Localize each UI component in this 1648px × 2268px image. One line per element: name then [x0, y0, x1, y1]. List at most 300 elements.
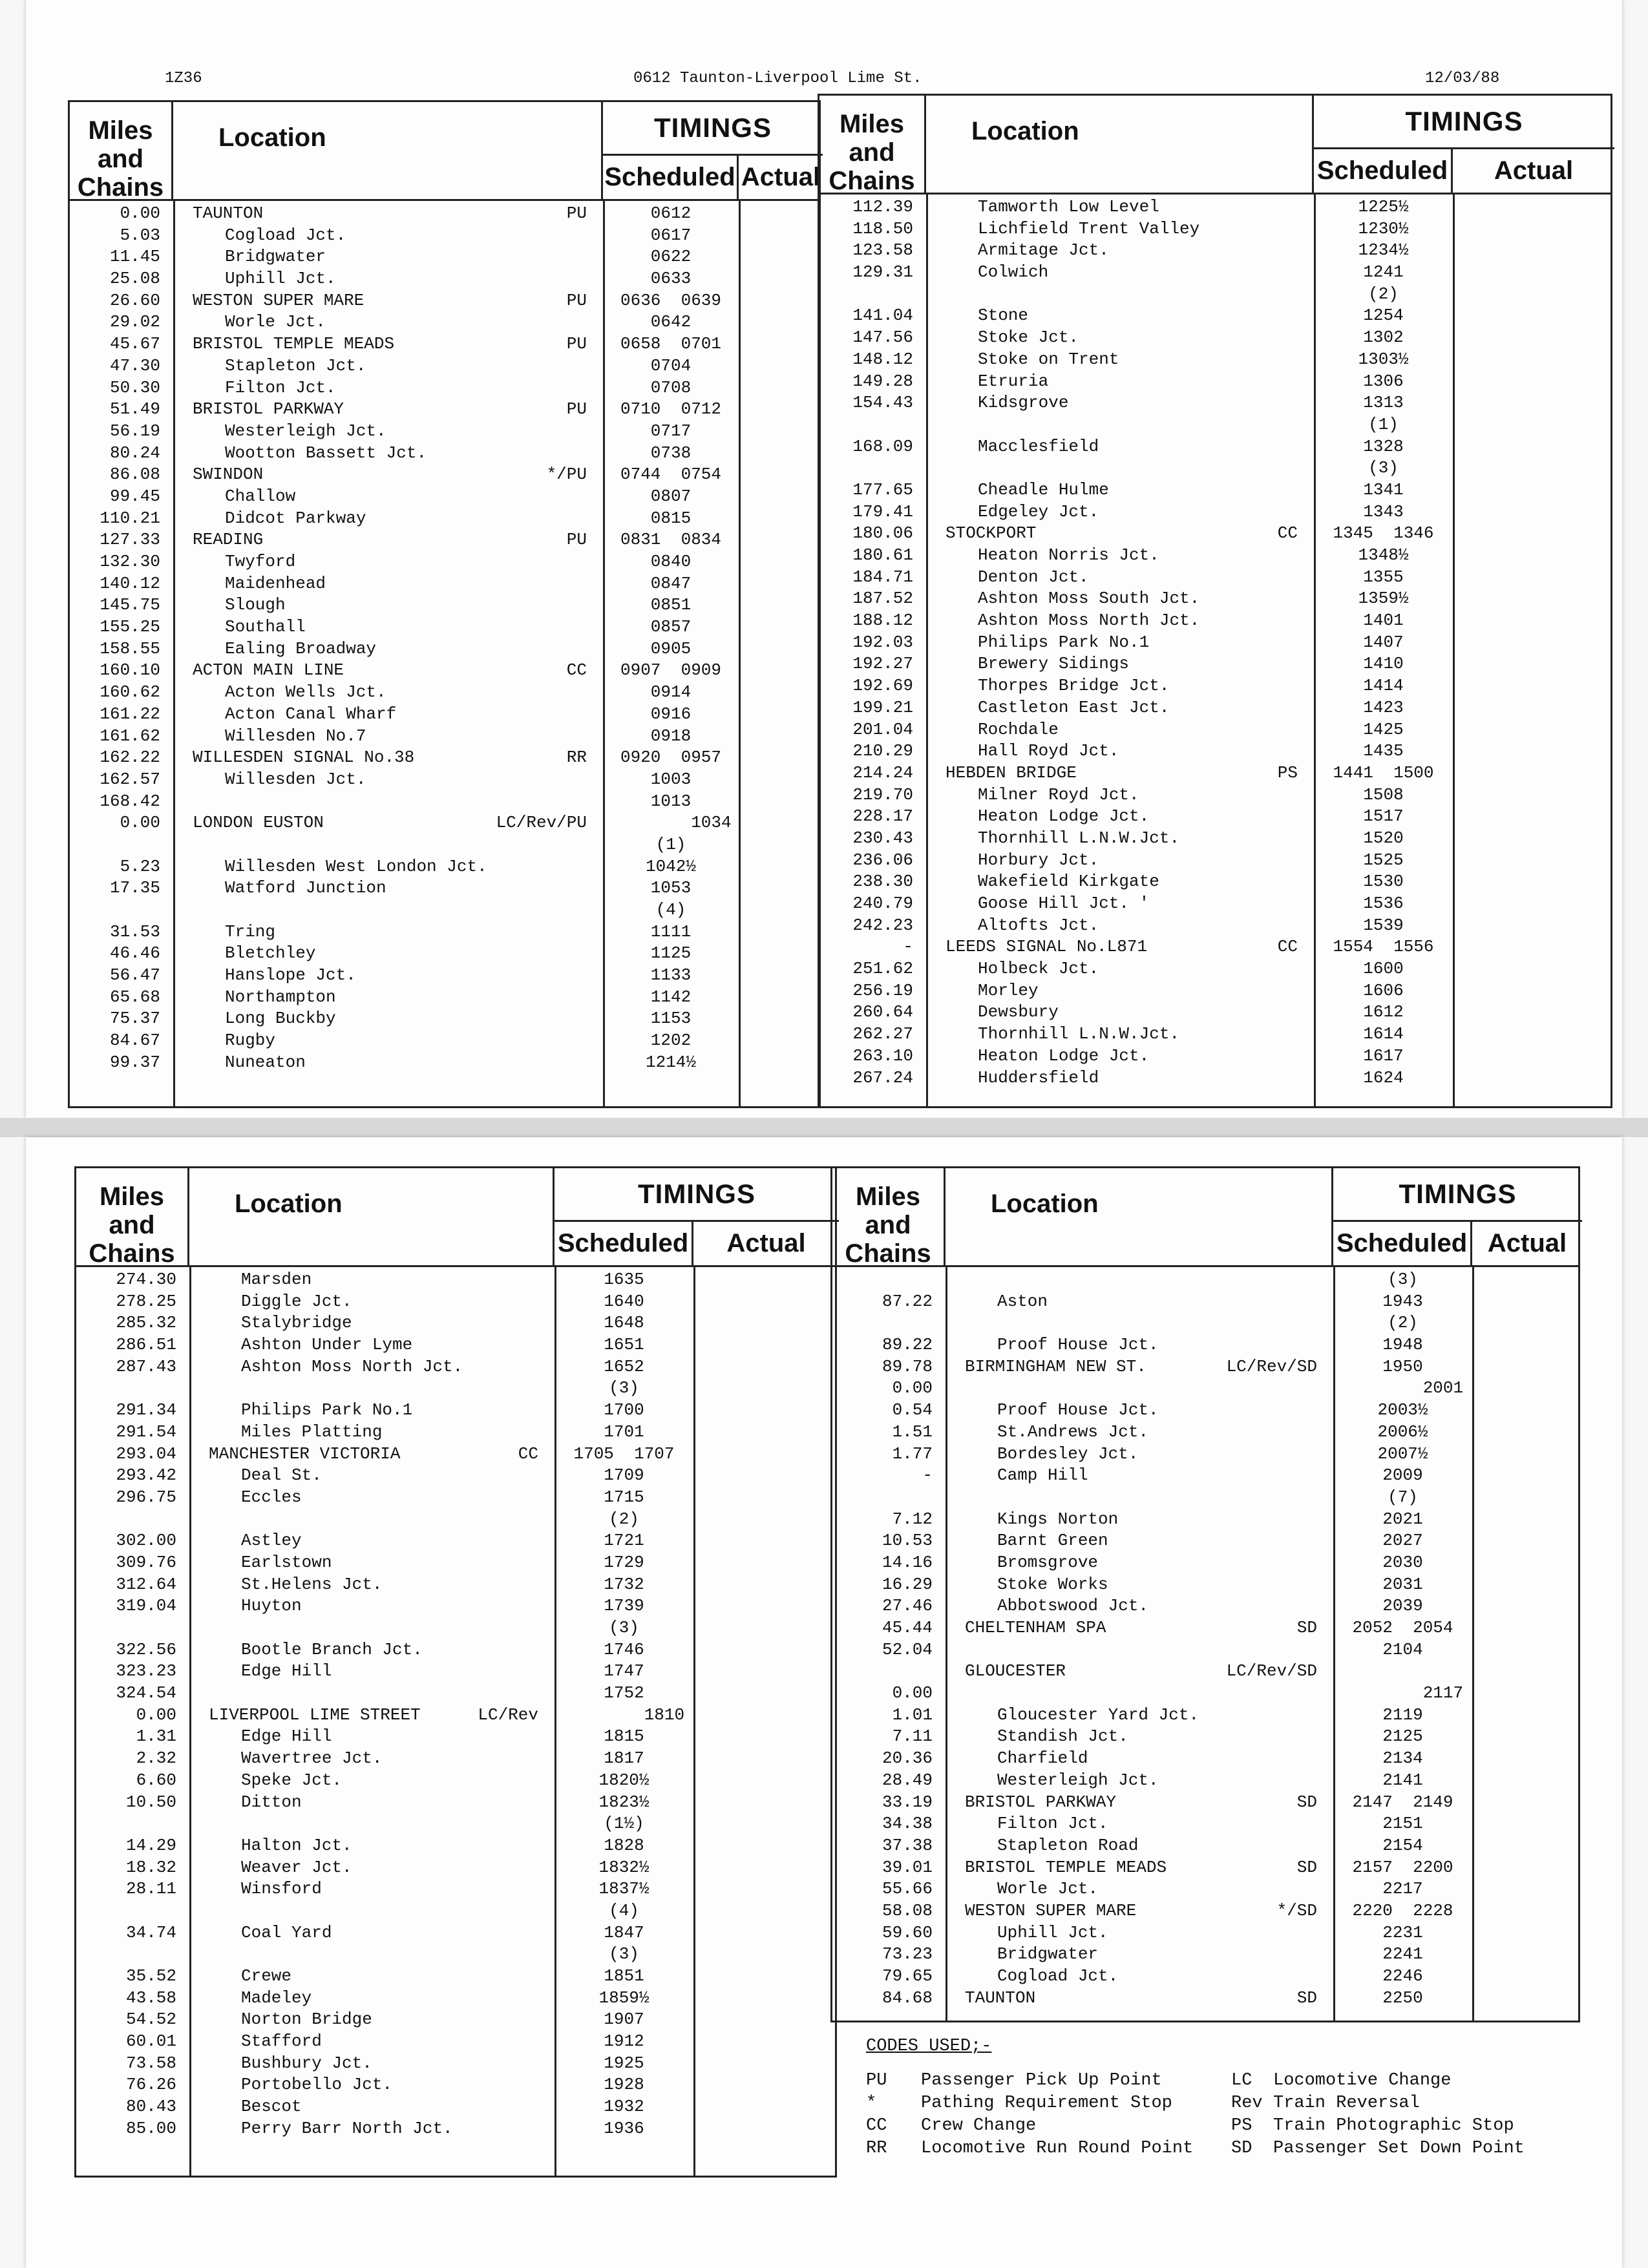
scheduled-time: 2104: [1382, 1639, 1423, 1659]
miles-value: -: [903, 937, 913, 957]
miles-value: 99.37: [109, 1052, 160, 1072]
scheduled-time: 2250: [1382, 1988, 1423, 2008]
station-code: CC: [566, 660, 587, 680]
miles-value: 287.43: [116, 1356, 176, 1376]
timetable-row: [832, 1400, 1578, 1422]
timetable-row: [70, 1052, 819, 1074]
scheduled-time: 1648: [604, 1313, 644, 1333]
location-name: Ashton Moss North Jct.: [241, 1356, 463, 1376]
location-name: Bridgwater: [997, 1944, 1099, 1964]
timetable-row: [832, 1813, 1578, 1835]
scheduled-time: 1652: [604, 1356, 644, 1376]
scheduled-time: 0617: [650, 225, 692, 245]
miles-value: 148.12: [852, 349, 913, 369]
train-title: 0612 Taunton-Liverpool Lime St.: [633, 70, 922, 87]
location-name: Colwich: [978, 262, 1049, 282]
scheduled-time: 1414: [1363, 676, 1404, 696]
timetable-row: [70, 573, 819, 595]
scheduled-time: 1617: [1363, 1045, 1404, 1066]
location-name: BRISTOL TEMPLE MEADS: [965, 1857, 1167, 1877]
timetable-row: [76, 2053, 835, 2075]
miles-value: 123.58: [852, 240, 913, 260]
location-name: Westerleigh Jct.: [997, 1770, 1159, 1790]
timetable-row: [819, 850, 1611, 872]
miles-value: 50.30: [109, 377, 160, 397]
scheduled-time: 2157 2200: [1352, 1857, 1453, 1877]
scheduled-time: 1614: [1363, 1024, 1404, 1044]
miles-value: 228.17: [852, 806, 913, 826]
timetable-row: [819, 936, 1611, 958]
miles-value: 263.10: [852, 1045, 913, 1066]
timetable-row: [76, 1770, 835, 1792]
location-name: LEEDS SIGNAL No.L871: [945, 937, 1148, 957]
miles-value: 34.74: [125, 1922, 176, 1942]
timetable-row: [76, 1683, 835, 1705]
scheduled-time: 1034: [610, 813, 732, 833]
timetable-row: [76, 1748, 835, 1770]
miles-value: 230.43: [852, 828, 913, 848]
scheduled-time: 0857: [650, 617, 692, 637]
miles-value: 158.55: [100, 638, 160, 658]
scheduled-time: 0642: [650, 312, 692, 332]
scheduled-time: 1202: [650, 1031, 692, 1051]
location-name: Tamworth Low Level: [978, 197, 1159, 216]
scheduled-time: 0907 0909: [620, 660, 722, 680]
location-name: Acton Wells Jct.: [225, 682, 386, 702]
timetable-row: [76, 1857, 835, 1879]
location-name: Bletchley: [225, 943, 316, 963]
miles-value: 214.24: [852, 762, 913, 782]
scheduled-time: 1729: [604, 1552, 644, 1572]
location-name: Altofts Jct.: [978, 915, 1099, 935]
timetable-row: [70, 965, 819, 987]
miles-value: 322.56: [116, 1639, 176, 1659]
location-name: Filton Jct.: [225, 377, 336, 397]
code-desc: Crew Change: [921, 2116, 1037, 2136]
location-name: Slough: [225, 595, 286, 615]
station-code: SD: [1296, 1988, 1317, 2008]
miles-value: 187.52: [852, 589, 913, 609]
scheduled-header: Scheduled: [555, 1222, 693, 1265]
location-name: Astley: [241, 1531, 302, 1551]
timetable-row: [76, 1291, 835, 1313]
location-name: Bushbury Jct.: [241, 2053, 372, 2073]
scheduled-time: 0738: [650, 443, 692, 463]
timetable-row: [819, 632, 1611, 654]
scheduled-time: 1328: [1363, 436, 1404, 456]
scheduled-time: 1715: [604, 1487, 644, 1507]
scheduled-time: 2007½: [1377, 1444, 1428, 1464]
miles-value: 17.35: [109, 878, 160, 898]
location-name: St.Andrews Jct.: [997, 1422, 1149, 1442]
timetable-row: [76, 1356, 835, 1378]
miles-value: 84.67: [109, 1031, 160, 1051]
miles-value: 58.08: [882, 1900, 933, 1920]
scheduled-time: 1111: [650, 921, 692, 941]
timetable-row: [832, 1269, 1578, 1291]
miles-value: 0.00: [892, 1683, 933, 1703]
location-name: Bridgwater: [225, 247, 326, 267]
location-name: LONDON EUSTON: [193, 813, 324, 833]
scheduled-time: 1355: [1363, 567, 1404, 587]
scheduled-time: 1525: [1363, 850, 1404, 870]
miles-value: 155.25: [100, 617, 160, 637]
scheduled-time: 1520: [1363, 828, 1404, 848]
scheduled-time: 1234½: [1358, 240, 1409, 260]
scheduled-time: 2117: [1342, 1683, 1464, 1703]
location-name: Wootton Bassett Jct.: [225, 443, 427, 463]
timetable-row: [832, 1857, 1578, 1879]
location-name: Camp Hill: [997, 1465, 1088, 1486]
miles-value: 293.42: [116, 1465, 176, 1486]
location-name: Milner Royd Jct.: [978, 784, 1139, 804]
miles-value: 65.68: [109, 987, 160, 1007]
timetable-row: [819, 501, 1611, 523]
location-name: Hall Royd Jct.: [978, 741, 1119, 761]
timetable-row: [832, 1835, 1578, 1857]
scheduled-time: 1950: [1382, 1356, 1423, 1376]
timetable-row: [819, 479, 1611, 501]
miles-value: 0.00: [120, 813, 160, 833]
location-name: Edge Hill: [241, 1661, 332, 1681]
scheduled-time: 2039: [1382, 1596, 1423, 1616]
timetable-row: [70, 290, 819, 312]
miles-value: 127.33: [100, 530, 160, 550]
miles-value: 76.26: [125, 2075, 176, 2095]
scheduled-time: 0807: [650, 486, 692, 506]
miles-value: 296.75: [116, 1487, 176, 1507]
scheduled-time: 1530: [1363, 872, 1404, 892]
miles-header: Miles and Chains: [76, 1168, 189, 1265]
location-name: Cheadle Hulme: [978, 479, 1109, 499]
location-name: Holbeck Jct.: [978, 959, 1099, 979]
timetable-row: [819, 1067, 1611, 1089]
timetable-row: [70, 399, 819, 421]
miles-value: 56.19: [109, 421, 160, 441]
timetable-row: [70, 769, 819, 791]
location-name: Morley: [978, 980, 1039, 1000]
location-name: Eccles: [241, 1487, 302, 1507]
location-name: WESTON SUPER MARE: [965, 1900, 1137, 1920]
timetable-row: [70, 311, 819, 333]
timetable-row: [819, 958, 1611, 980]
scheduled-time: 0847: [650, 573, 692, 593]
scheduled-time: 1013: [650, 791, 692, 811]
miles-value: 35.52: [125, 1966, 176, 1986]
station-code: LC/Rev/SD: [1226, 1661, 1317, 1681]
station-code: CC: [518, 1444, 538, 1464]
code-desc: Passenger Pick Up Point: [921, 2071, 1162, 2090]
timetable-row: [70, 791, 819, 813]
location-name: Aston: [997, 1291, 1048, 1311]
code-key: Rev: [1231, 2094, 1263, 2113]
location-name: Diggle Jct.: [241, 1291, 352, 1311]
timetable-row: [819, 349, 1611, 371]
timetable-row: [819, 371, 1611, 393]
location-name: Deal St.: [241, 1465, 322, 1486]
location-name: Coal Yard: [241, 1922, 332, 1942]
scheduled-time: 1425: [1363, 719, 1404, 739]
miles-value: 16.29: [882, 1574, 933, 1594]
location-name: BIRMINGHAM NEW ST.: [965, 1356, 1146, 1376]
location-header: Location: [189, 1168, 555, 1265]
miles-value: 45.44: [882, 1618, 933, 1637]
miles-value: 1.01: [892, 1705, 933, 1725]
miles-value: 240.79: [852, 894, 913, 913]
timetable-row: [76, 2074, 835, 2096]
timetable-row: [819, 327, 1611, 349]
location-name: Northampton: [225, 987, 336, 1007]
miles-value: 210.29: [852, 741, 913, 761]
station-code: SD: [1296, 1792, 1317, 1812]
location-name: Philips Park No.1: [241, 1400, 413, 1420]
scheduled-time: 0831 0834: [620, 530, 722, 550]
timetable-row: [76, 1726, 835, 1748]
location-name: Nuneaton: [225, 1052, 306, 1072]
scheduled-time: 1303½: [1358, 349, 1409, 369]
timetable-row: [70, 464, 819, 486]
timetable-row: [832, 1639, 1578, 1661]
scheduled-time: 0916: [650, 704, 692, 724]
timetable-row: [819, 523, 1611, 545]
timetable-row: [832, 1595, 1578, 1617]
timetable-row: [819, 740, 1611, 762]
miles-value: 55.66: [882, 1879, 933, 1899]
miles-value: 73.58: [125, 2053, 176, 2073]
scheduled-time: 0905: [650, 638, 692, 658]
station-code: CC: [1277, 937, 1298, 957]
scheduled-time: 1907: [604, 2010, 644, 2030]
scheduled-time: 1823½: [598, 1792, 650, 1812]
location-name: Tring: [225, 921, 276, 941]
miles-value: 45.67: [109, 334, 160, 354]
scheduled-time: 1943: [1382, 1291, 1423, 1311]
scheduled-time: 2006½: [1377, 1422, 1428, 1442]
scheduled-time: 1225½: [1358, 197, 1409, 216]
timetable-row: [76, 1966, 835, 1988]
location-name: STOCKPORT: [945, 523, 1037, 543]
miles-value: 262.27: [852, 1024, 913, 1044]
location-name: TAUNTON: [193, 204, 264, 223]
miles-value: 199.21: [852, 697, 913, 717]
timetable-row: [76, 1900, 835, 1922]
scheduled-header: Scheduled: [603, 156, 739, 199]
scheduled-time: (4): [609, 1900, 639, 1920]
miles-value: 238.30: [852, 872, 913, 892]
location-name: Kings Norton: [997, 1509, 1119, 1529]
timetable-row: [819, 567, 1611, 589]
scheduled-time: (2): [609, 1509, 639, 1529]
scheduled-time: 0636 0639: [620, 290, 722, 310]
actual-header: Actual: [1494, 156, 1574, 185]
location-name: Goose Hill Jct. ': [978, 894, 1150, 913]
timetable-row: [76, 1835, 835, 1857]
location-name: Willesden Jct.: [225, 769, 366, 789]
code-key: LC: [1231, 2071, 1252, 2090]
timetable-row: [76, 1988, 835, 2010]
timetable-row: [819, 545, 1611, 567]
scheduled-time: 1407: [1363, 632, 1404, 652]
scheduled-time: 1359½: [1358, 589, 1409, 609]
miles-value: 192.69: [852, 676, 913, 696]
location-name: Charfield: [997, 1748, 1088, 1769]
miles-value: 179.41: [852, 501, 913, 521]
location-name: Willesden No.7: [225, 726, 366, 746]
scheduled-time: 2141: [1382, 1770, 1423, 1790]
scheduled-time: 1401: [1363, 611, 1404, 631]
scheduled-time: 1837½: [598, 1879, 650, 1899]
miles-value: 110.21: [100, 508, 160, 528]
scheduled-time: 1732: [604, 1574, 644, 1594]
location-name: Uphill Jct.: [225, 269, 336, 289]
miles-value: 31.53: [109, 921, 160, 941]
location-name: Wakefield Kirkgate: [978, 872, 1159, 892]
timetable-row: [819, 305, 1611, 327]
scheduled-time: (1): [655, 834, 686, 854]
location-name: SWINDON: [193, 465, 264, 485]
location-name: READING: [193, 530, 264, 550]
scheduled-time: 1828: [604, 1835, 644, 1855]
location-name: Acton Canal Wharf: [225, 704, 397, 724]
scheduled-time: 1423: [1363, 697, 1404, 717]
miles-value: 260.64: [852, 1002, 913, 1022]
scheduled-time: (4): [655, 900, 686, 919]
scheduled-time: 1651: [604, 1335, 644, 1355]
station-code: SD: [1296, 1618, 1317, 1637]
timetable-row: [70, 638, 819, 660]
location-name: Philips Park No.1: [978, 632, 1150, 652]
timetable-row: [70, 508, 819, 530]
timetable-row: [832, 1312, 1578, 1334]
scheduled-time: 1042½: [645, 856, 696, 876]
location-name: Bootle Branch Jct.: [241, 1639, 423, 1659]
miles-value: 10.53: [882, 1531, 933, 1551]
timetable-row: [76, 1422, 835, 1444]
timetable-row: [819, 1002, 1611, 1024]
location-name: Hanslope Jct.: [225, 965, 356, 985]
miles-value: 267.24: [852, 1067, 913, 1087]
timetable-row: [819, 414, 1611, 436]
timetable-row: [70, 660, 819, 682]
location-name: Filton Jct.: [997, 1814, 1108, 1834]
scheduled-time: 1932: [604, 2097, 644, 2117]
timetable-row: [832, 1966, 1578, 1988]
timetable-panel: [818, 94, 1612, 1108]
station-code: */PU: [546, 465, 587, 485]
scheduled-time: (1): [1368, 414, 1399, 434]
miles-value: 43.58: [125, 1988, 176, 2008]
timetable-row: [832, 1291, 1578, 1313]
miles-value: 10.50: [125, 1792, 176, 1812]
timetable-row: [819, 762, 1611, 784]
scheduled-time: (3): [1368, 458, 1399, 478]
location-name: Maidenhead: [225, 573, 326, 593]
timetable-row: [70, 377, 819, 399]
timetable-row: [819, 1045, 1611, 1067]
actual-header: Actual: [726, 1229, 806, 1257]
miles-value: 11.45: [109, 247, 160, 267]
timetable-row: [819, 196, 1611, 218]
location-name: Willesden West London Jct.: [225, 856, 487, 876]
location-name: Dewsbury: [978, 1002, 1059, 1022]
miles-value: 27.46: [882, 1596, 933, 1616]
scheduled-time: 0622: [650, 247, 692, 267]
miles-value: 129.31: [852, 262, 913, 282]
scheduled-time: 1348½: [1358, 545, 1409, 565]
miles-value: 33.19: [882, 1792, 933, 1812]
timetable-row: [76, 1878, 835, 1900]
miles-value: 34.38: [882, 1814, 933, 1834]
timings-header: [1314, 96, 1614, 193]
location-name: Long Buckby: [225, 1009, 336, 1029]
scheduled-time: 1815: [604, 1727, 644, 1747]
timings-title: TIMINGS: [1333, 1168, 1582, 1222]
station-code: PU: [566, 334, 587, 354]
location-name: Heaton Lodge Jct.: [978, 1045, 1150, 1066]
timetable-panel: [830, 1166, 1580, 2022]
timings-header: [603, 102, 823, 199]
timetable-row: [70, 616, 819, 638]
code-desc: Pathing Requirement Stop: [921, 2094, 1172, 2113]
scheduled-time: 1230½: [1358, 218, 1409, 238]
location-header: Location: [926, 96, 1314, 193]
miles-value: 20.36: [882, 1748, 933, 1769]
location-name: TAUNTON: [965, 1988, 1036, 2008]
location-name: Marsden: [241, 1270, 312, 1289]
miles-value: 18.32: [125, 1857, 176, 1877]
timetable-row: [832, 1988, 1578, 2010]
timetable-row: [70, 1030, 819, 1052]
scheduled-time: 1254: [1363, 306, 1404, 326]
location-name: Standish Jct.: [997, 1727, 1128, 1747]
location-name: Stapleton Jct.: [225, 355, 366, 375]
location-name: Watford Junction: [225, 878, 386, 898]
code-key: PU: [866, 2071, 887, 2090]
miles-value: 14.16: [882, 1552, 933, 1572]
miles-value: 7.12: [892, 1509, 933, 1529]
location-name: Uphill Jct.: [997, 1922, 1108, 1942]
location-name: Twyford: [225, 552, 296, 571]
scheduled-time: 1851: [604, 1966, 644, 1986]
scheduled-time: 2009: [1382, 1465, 1423, 1486]
timetable-row: [70, 551, 819, 573]
scheduled-time: 1640: [604, 1291, 644, 1311]
miles-value: 112.39: [852, 197, 913, 216]
scheduled-time: 1053: [650, 878, 692, 898]
timetable-row: [70, 203, 819, 225]
location-name: BRISTOL PARKWAY: [193, 399, 344, 419]
timetable-row: [76, 1334, 835, 1356]
miles-value: 242.23: [852, 915, 913, 935]
scheduled-time: 1936: [604, 2118, 644, 2138]
scheduled-time: 0658 0701: [620, 334, 722, 354]
location-name: Stoke Works: [997, 1574, 1108, 1594]
timetable-row: [819, 392, 1611, 414]
timetable-row: [832, 1705, 1578, 1727]
timetable-row: [70, 704, 819, 726]
miles-value: 319.04: [116, 1596, 176, 1616]
location-name: Didcot Parkway: [225, 508, 366, 528]
location-header: Location: [173, 102, 603, 199]
location-name: Bordesley Jct.: [997, 1444, 1139, 1464]
miles-value: 37.38: [882, 1835, 933, 1855]
scheduled-time: 1705 1707: [573, 1444, 675, 1464]
station-code: */SD: [1276, 1900, 1317, 1920]
location-name: Ashton Under Lyme: [241, 1335, 413, 1355]
miles-value: 59.60: [882, 1922, 933, 1942]
scheduled-time: 0744 0754: [620, 465, 722, 485]
miles-value: 89.22: [882, 1335, 933, 1355]
